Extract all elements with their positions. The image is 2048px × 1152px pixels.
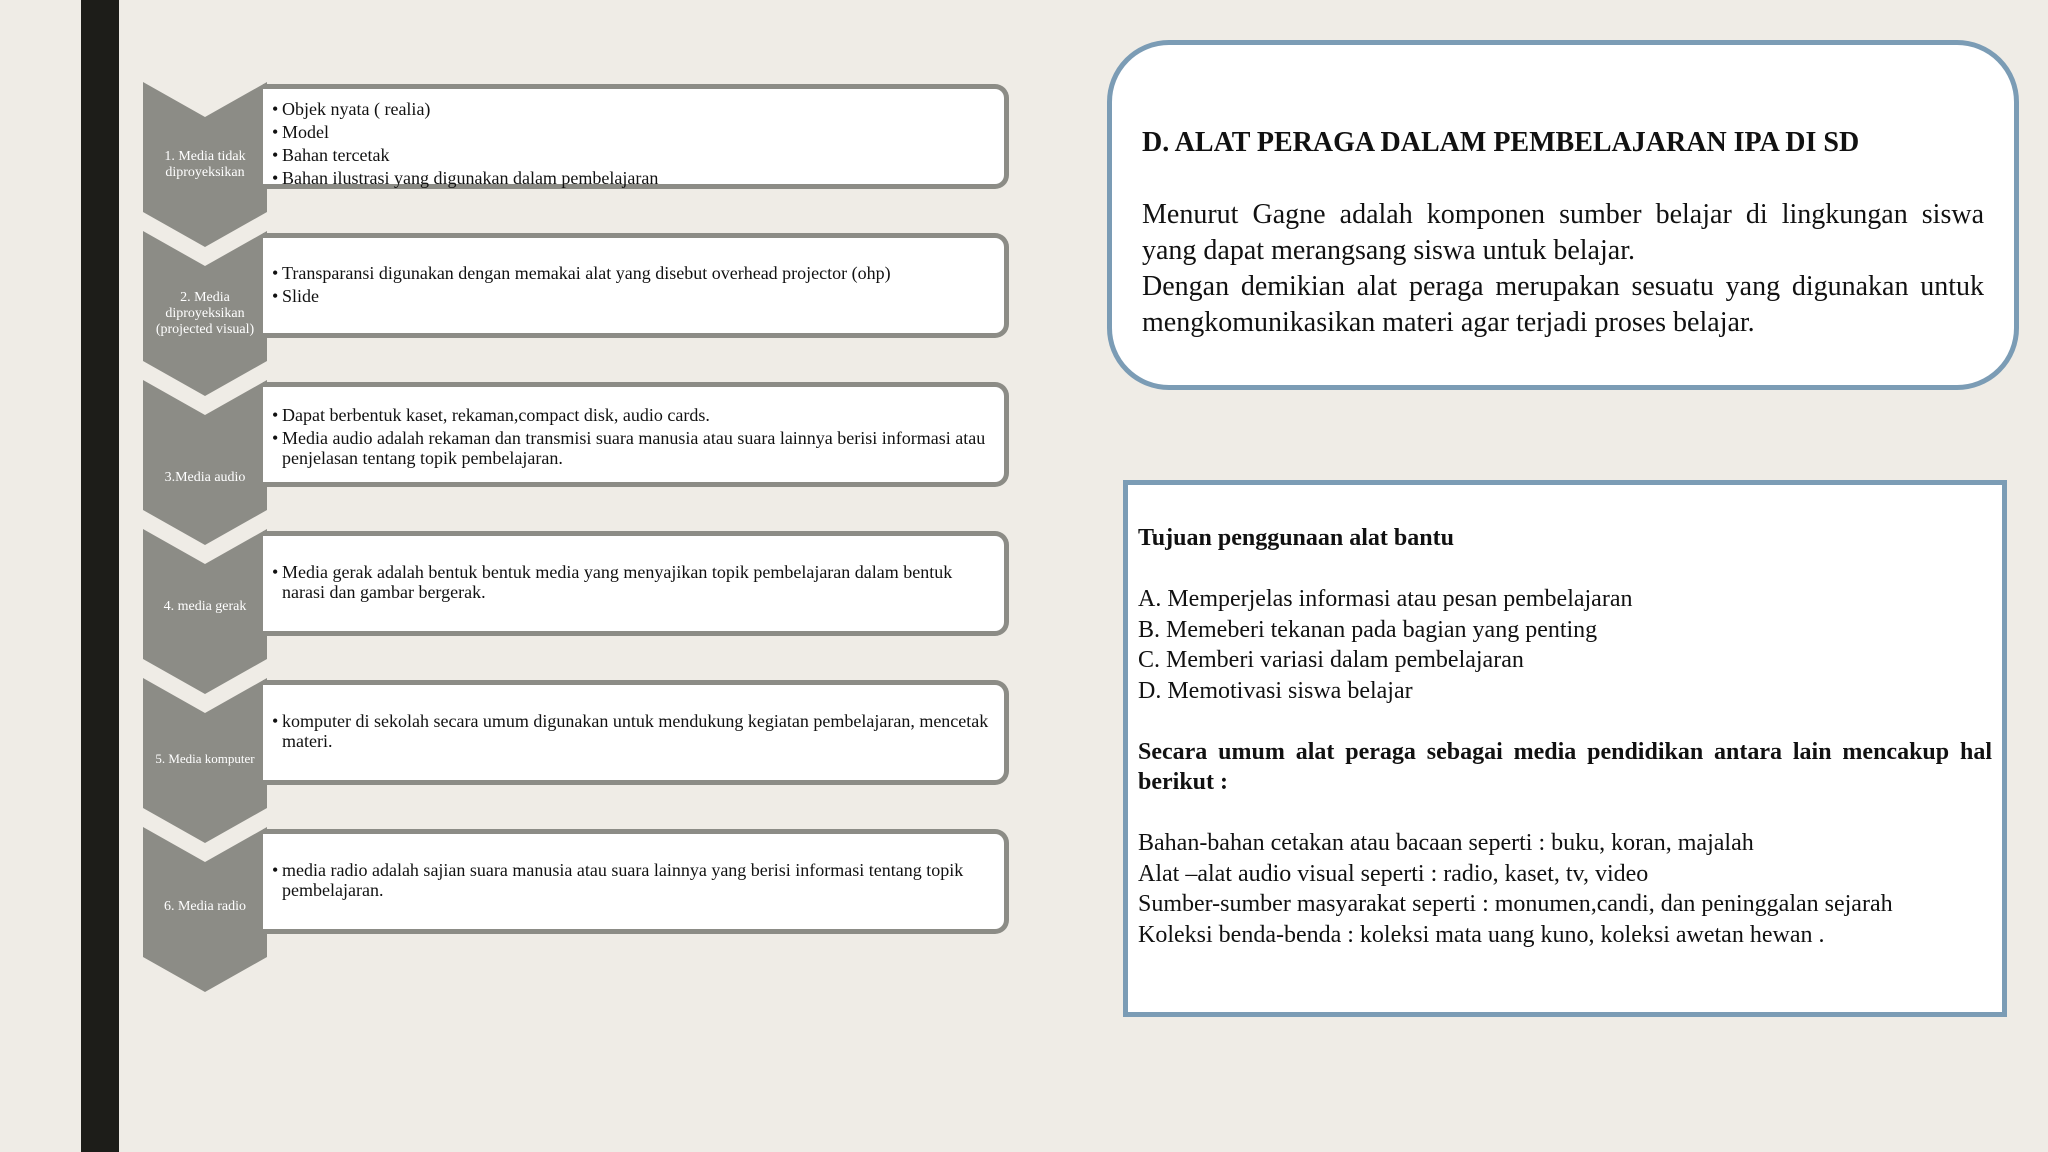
media-box-3 [263,382,1009,487]
chevron-label: 2. Media diproyeksikan (projected visual) [155,289,255,337]
bullet-item: • Model [272,122,990,142]
spacer [1138,706,1992,737]
purpose-item: B. Memeberi tekanan pada bagian yang penting [1138,616,1598,643]
spacer [1138,554,1992,585]
chevron-label [143,415,267,510]
bullet-list [263,387,1004,468]
media-box-2 [263,233,1009,338]
media-box-1 [263,84,1009,189]
purpose-heading: Tujuan penggunaan alat bantu [1138,525,1454,551]
bullet-item: • media radio adalah sajian suara manusia atau suara lainnya yang berisi informasi tentang topik pembelajaran. [272,860,990,900]
bullet-item: • Objek nyata ( realia) [272,99,990,119]
purpose-item: C. Memberi variasi dalam pembelajaran [1138,647,1524,673]
purpose-item: D. Memotivasi siswa belajar [1138,677,1413,704]
definition-panel [1107,40,2019,390]
chevron-label [143,862,267,957]
media-box-5 [263,680,1009,785]
chevron-label [143,564,267,659]
bullet-item: • komputer di sekolah secara umum digunakan untuk mendukung kegiatan pembelajaran, mencetak materi. [272,711,990,751]
chevron-label [143,713,267,808]
bullet-item: • Transparansi digunakan dengan memakai alat yang disebut overhead projector (ohp) [272,263,891,283]
chevron-label: 1. Media tidak diproyeksikan [164,148,246,180]
definition-paragraph-1: Menurut Gagne adalah komponen sumber belajar di lingkungan siswa yang dapat merangsang siswa untuk belajar. [1142,199,1984,266]
media-box-6 [263,829,1009,934]
chevron-label-text: 4. media gerak [163,599,247,614]
bullet-item: • Slide [272,286,891,306]
bullet-item: • Bahan ilustrasi yang digunakan dalam pembelajaran [272,168,990,188]
bullet-item: • Bahan tercetak [272,145,990,165]
bullet-item: • Media audio adalah rekaman dan transmisi suara manusia atau suara lainnya berisi informasi atau penjelasan tentang topik pembelajaran. [272,428,990,468]
bullet-item: • Dapat berbentuk kaset, rekaman,compact disk, audio cards. [272,405,990,425]
chevron-label-text: 6. Media radio [163,899,247,914]
bullet-list [263,89,1004,188]
scope-item: Bahan-bahan cetakan atau bacaan seperti : buku, koran, majalah [1138,830,1754,856]
bullet-list [263,860,1004,903]
scope-item: Alat –alat audio visual seperti : radio, kaset, tv, video [1138,860,1649,887]
bullet-list [263,263,905,309]
media-box-4 [263,531,1009,636]
bullet-list [263,711,1004,754]
definition-paragraph-2: Dengan demikian alat peraga merupakan sesuatu yang digunakan untuk mengkomunikasikan materi agar terjadi proses belajar. [1142,271,1984,338]
spacer [1138,798,1992,829]
scope-item: Sumber-sumber masyarakat seperti : monumen,candi, dan peninggalan sejarah [1138,891,1893,917]
chevron-label-text: 3.Media audio [164,470,246,485]
scope-item: Koleksi benda-benda : koleksi mata uang kuno, koleksi awetan hewan . [1138,921,1825,948]
bullet-item: • Media gerak adalah bentuk bentuk media yang menyajikan topik pembelajaran dalam bentuk narasi dan gambar bergerak. [272,562,990,602]
definition-title: D. ALAT PERAGA DALAM PEMBELAJARAN IPA DI SD [1142,127,1860,158]
left-accent-bar [81,0,119,1152]
chevron-label-text: 5. Media komputer [155,751,255,766]
purpose-panel [1123,480,2007,1017]
purpose-item: A. Memperjelas informasi atau pesan pembelajaran [1138,586,1633,612]
scope-heading: Secara umum alat peraga sebagai media pendidikan antara lain mencakup hal berikut : [1138,738,1992,795]
bullet-list [263,562,1004,605]
